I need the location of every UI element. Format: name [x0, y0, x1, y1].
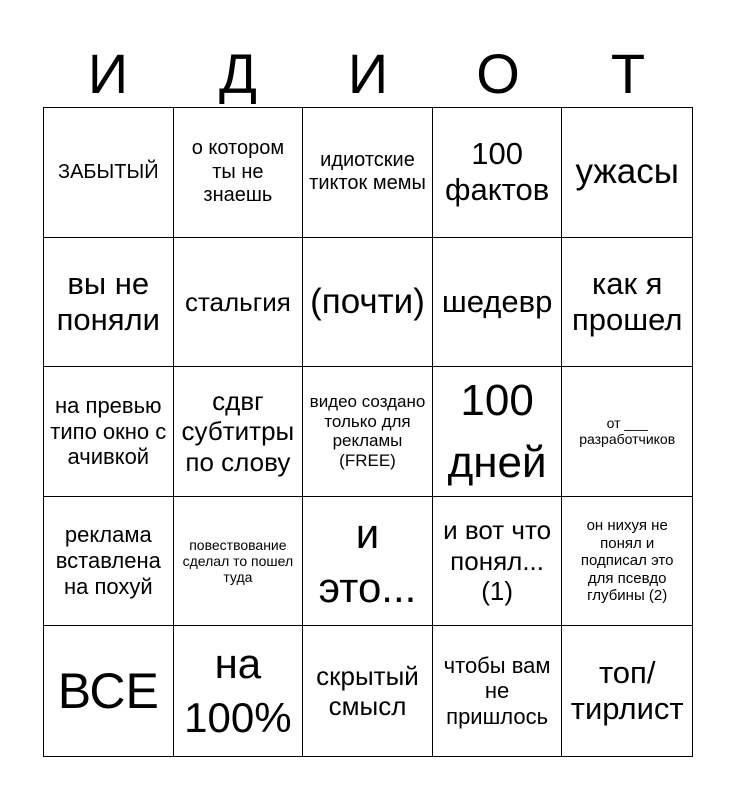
header-letter: О	[476, 42, 520, 105]
bingo-cell[interactable]: ЗАБЫТЫЙ	[44, 108, 174, 238]
bingo-cell[interactable]: идиотские тикток мемы	[303, 108, 433, 238]
bingo-cell[interactable]: шедевр	[433, 238, 563, 368]
bingo-cell[interactable]: скрытый смысл	[303, 626, 433, 756]
header-letter: Д	[219, 42, 257, 105]
bingo-cell[interactable]: на 100%	[174, 626, 304, 756]
bingo-cell[interactable]: повествование сделал то пошел туда	[174, 497, 304, 627]
bingo-cell[interactable]: о котором ты не знаешь	[174, 108, 304, 238]
bingo-cell[interactable]: на превью типо окно с ачивкой	[44, 367, 174, 497]
bingo-cell[interactable]: вы не поняли	[44, 238, 174, 368]
bingo-cell[interactable]: ужасы	[562, 108, 692, 238]
bingo-cell[interactable]: чтобы вам не пришлось	[433, 626, 563, 756]
bingo-cell[interactable]: он нихуя не понял и подписал это для псевдо глубины (2)	[562, 497, 692, 627]
bingo-cell[interactable]: 100 фактов	[433, 108, 563, 238]
header-letter: И	[347, 42, 389, 105]
bingo-cell[interactable]: и это...	[303, 497, 433, 627]
bingo-cell[interactable]: 100 дней	[433, 367, 563, 497]
bingo-cell[interactable]: ВСЕ	[44, 626, 174, 756]
header-letter: И	[87, 42, 129, 105]
bingo-cell[interactable]: топ/ тирлист	[570, 654, 684, 727]
bingo-header	[43, 40, 693, 108]
bingo-cell[interactable]: (почти)	[303, 238, 433, 368]
header-letter: Т	[610, 42, 646, 105]
bingo-cell[interactable]: от ___ разработчиков	[562, 367, 692, 497]
bingo-cell[interactable]: как я прошел	[562, 238, 692, 368]
bingo-board	[43, 107, 693, 757]
bingo-cell[interactable]: видео создано только для рекламы (FREE)	[303, 367, 433, 497]
bingo-cell[interactable]: стальгия	[174, 238, 304, 368]
bingo-cell[interactable]: сдвг субтитры по слову	[174, 367, 304, 497]
bingo-cell[interactable]: реклама вставлена на похуй	[44, 497, 174, 627]
bingo-cell[interactable]: и вот что понял... (1)	[433, 497, 563, 627]
